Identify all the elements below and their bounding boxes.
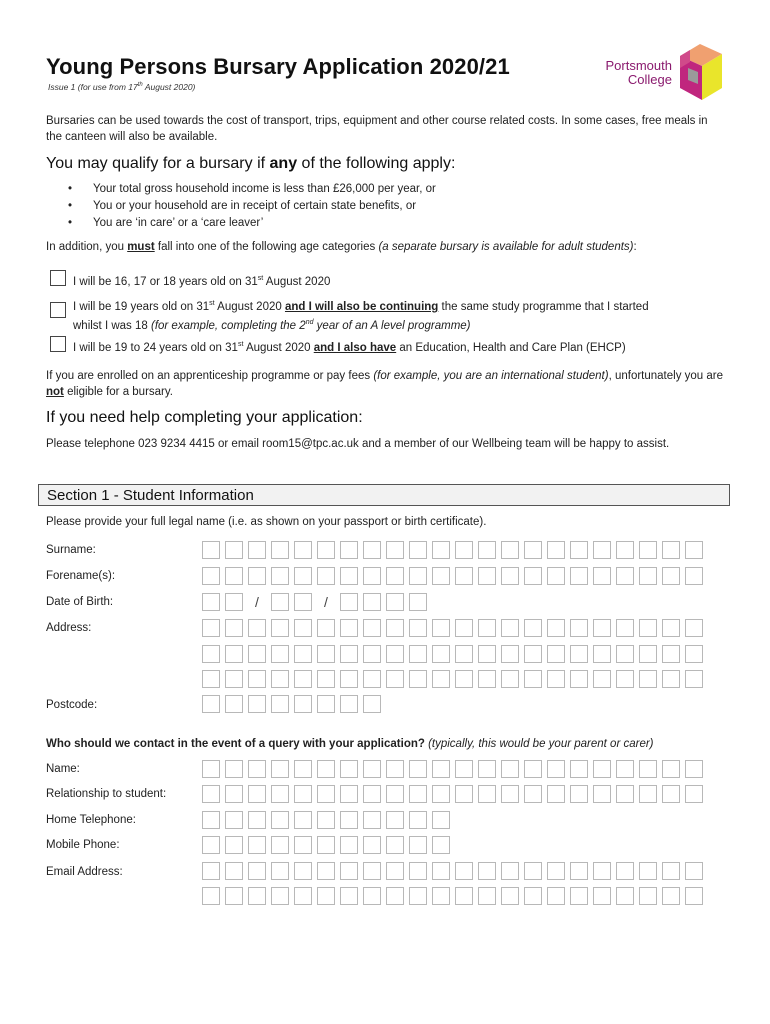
character-box[interactable]	[317, 785, 335, 803]
mobile-phone-field[interactable]	[202, 836, 450, 854]
legal-name-instruction: Please provide your full legal name (i.e. as shown on your passport or birth certificate).	[46, 516, 487, 528]
character-box[interactable]	[547, 645, 565, 663]
character-box[interactable]	[524, 645, 542, 663]
character-box[interactable]	[248, 695, 266, 713]
character-box[interactable]	[616, 887, 634, 905]
character-box[interactable]	[409, 760, 427, 778]
character-box[interactable]	[248, 541, 266, 559]
character-box[interactable]	[363, 695, 381, 713]
character-box[interactable]	[593, 567, 611, 585]
character-box[interactable]	[478, 862, 496, 880]
character-box[interactable]	[409, 836, 427, 854]
character-box[interactable]	[363, 760, 381, 778]
character-box[interactable]	[248, 811, 266, 829]
address-label: Address:	[46, 622, 92, 634]
email-line-2-field[interactable]	[202, 887, 703, 905]
contact-question: Who should we contact in the event of a query with your application? (typically, this would be your parent or carer)	[46, 738, 654, 750]
character-box[interactable]	[317, 760, 335, 778]
character-box[interactable]	[432, 887, 450, 905]
dob-separator: /	[255, 594, 259, 610]
character-box[interactable]	[455, 785, 473, 803]
character-box[interactable]	[593, 670, 611, 688]
character-box[interactable]	[432, 760, 450, 778]
character-box[interactable]	[225, 541, 243, 559]
character-box[interactable]	[294, 541, 312, 559]
character-box[interactable]	[317, 619, 335, 637]
character-box[interactable]	[570, 862, 588, 880]
character-box[interactable]	[248, 619, 266, 637]
character-box[interactable]	[685, 862, 703, 880]
character-box[interactable]	[685, 645, 703, 663]
character-box[interactable]	[294, 695, 312, 713]
character-box[interactable]	[409, 645, 427, 663]
character-box[interactable]	[455, 645, 473, 663]
character-box[interactable]	[639, 645, 657, 663]
character-box[interactable]	[386, 811, 404, 829]
character-box[interactable]	[248, 836, 266, 854]
character-box[interactable]	[294, 645, 312, 663]
character-box[interactable]	[386, 887, 404, 905]
character-box[interactable]	[455, 887, 473, 905]
character-box[interactable]	[317, 670, 335, 688]
character-box[interactable]	[639, 541, 657, 559]
character-box[interactable]	[639, 887, 657, 905]
character-box[interactable]	[363, 619, 381, 637]
character-box[interactable]	[662, 887, 680, 905]
character-box[interactable]	[317, 695, 335, 713]
character-box[interactable]	[225, 619, 243, 637]
character-box[interactable]	[501, 645, 519, 663]
character-box[interactable]	[432, 836, 450, 854]
character-box[interactable]	[271, 836, 289, 854]
surname-label: Surname:	[46, 544, 96, 556]
character-box[interactable]	[271, 862, 289, 880]
character-box[interactable]	[225, 695, 243, 713]
character-box[interactable]	[639, 760, 657, 778]
dob-separator: /	[324, 594, 328, 610]
character-box[interactable]	[455, 760, 473, 778]
character-box[interactable]	[271, 567, 289, 585]
character-box[interactable]	[271, 670, 289, 688]
list-item: • Your total gross household income is less than £26,000 per year, or	[93, 181, 436, 198]
character-box[interactable]	[616, 645, 634, 663]
character-box[interactable]	[524, 670, 542, 688]
character-box[interactable]	[501, 567, 519, 585]
character-box[interactable]	[202, 695, 220, 713]
address-line-2-field[interactable]	[202, 645, 703, 663]
qualify-heading: You may qualify for a bursary if any of the following apply:	[46, 155, 456, 172]
character-box[interactable]	[202, 760, 220, 778]
character-box[interactable]	[317, 887, 335, 905]
dob-month-cell[interactable]	[271, 593, 289, 611]
character-box[interactable]	[616, 619, 634, 637]
character-box[interactable]	[386, 836, 404, 854]
character-box[interactable]	[363, 785, 381, 803]
character-box[interactable]	[317, 541, 335, 559]
character-box[interactable]	[317, 645, 335, 663]
character-box[interactable]	[363, 645, 381, 663]
character-box[interactable]	[662, 670, 680, 688]
character-box[interactable]	[501, 887, 519, 905]
character-box[interactable]	[478, 670, 496, 688]
age-option-3-label: I will be 19 to 24 years old on 31st August 2020 and I also have an Education, Health and Care Plan (EHCP)	[73, 341, 626, 354]
forenames-field[interactable]	[202, 567, 703, 585]
character-box[interactable]	[409, 887, 427, 905]
character-box[interactable]	[616, 541, 634, 559]
character-box[interactable]	[317, 811, 335, 829]
intro-text: Bursaries can be used towards the cost of transport, trips, equipment and other course related costs. In some cases, free meals in the canteen will also be available.	[46, 115, 708, 143]
character-box[interactable]	[225, 645, 243, 663]
character-box[interactable]	[685, 670, 703, 688]
character-box[interactable]	[570, 541, 588, 559]
character-box[interactable]	[363, 811, 381, 829]
character-box[interactable]	[294, 670, 312, 688]
character-box[interactable]	[478, 567, 496, 585]
character-box[interactable]	[547, 785, 565, 803]
character-box[interactable]	[639, 619, 657, 637]
college-logo-icon	[676, 42, 726, 102]
character-box[interactable]	[547, 541, 565, 559]
character-box[interactable]	[409, 785, 427, 803]
character-box[interactable]	[570, 785, 588, 803]
character-box[interactable]	[202, 836, 220, 854]
character-box[interactable]	[570, 760, 588, 778]
character-box[interactable]	[248, 645, 266, 663]
character-box[interactable]	[409, 541, 427, 559]
dob-day-cell[interactable]	[225, 593, 243, 611]
character-box[interactable]	[570, 567, 588, 585]
character-box[interactable]	[639, 862, 657, 880]
character-box[interactable]	[340, 836, 358, 854]
character-box[interactable]	[432, 541, 450, 559]
forenames-label: Forename(s):	[46, 570, 116, 582]
character-box[interactable]	[386, 645, 404, 663]
dob-month-cell[interactable]	[294, 593, 312, 611]
list-item: • You are ‘in care’ or a ‘care leaver’	[93, 215, 263, 232]
character-box[interactable]	[248, 760, 266, 778]
home-telephone-field[interactable]	[202, 811, 450, 829]
character-box[interactable]	[363, 541, 381, 559]
character-box[interactable]	[225, 785, 243, 803]
character-box[interactable]	[271, 695, 289, 713]
character-box[interactable]	[386, 541, 404, 559]
character-box[interactable]	[524, 887, 542, 905]
character-box[interactable]	[271, 760, 289, 778]
character-box[interactable]	[662, 619, 680, 637]
character-box[interactable]	[202, 645, 220, 663]
email-line-1-field[interactable]	[202, 862, 703, 880]
character-box[interactable]	[386, 567, 404, 585]
character-box[interactable]	[202, 567, 220, 585]
character-box[interactable]	[363, 567, 381, 585]
postcode-field[interactable]	[202, 695, 381, 713]
character-box[interactable]	[593, 887, 611, 905]
character-box[interactable]	[248, 862, 266, 880]
character-box[interactable]	[225, 811, 243, 829]
address-line-3-field[interactable]	[202, 670, 703, 688]
character-box[interactable]	[363, 862, 381, 880]
character-box[interactable]	[248, 670, 266, 688]
character-box[interactable]	[340, 670, 358, 688]
character-box[interactable]	[662, 541, 680, 559]
character-box[interactable]	[662, 645, 680, 663]
character-box[interactable]	[432, 862, 450, 880]
character-box[interactable]	[409, 619, 427, 637]
character-box[interactable]	[662, 862, 680, 880]
character-box[interactable]	[225, 836, 243, 854]
character-box[interactable]	[386, 785, 404, 803]
character-box[interactable]	[202, 541, 220, 559]
character-box[interactable]	[409, 670, 427, 688]
dob-label: Date of Birth:	[46, 596, 114, 608]
character-box[interactable]	[225, 567, 243, 585]
age-option-2-checkbox[interactable]	[50, 302, 66, 318]
dob-day-cell[interactable]	[202, 593, 220, 611]
character-box[interactable]	[593, 862, 611, 880]
character-box[interactable]	[455, 862, 473, 880]
character-box[interactable]	[432, 811, 450, 829]
character-box[interactable]	[524, 619, 542, 637]
character-box[interactable]	[547, 670, 565, 688]
character-box[interactable]	[478, 645, 496, 663]
character-box[interactable]	[593, 785, 611, 803]
relationship-label: Relationship to student:	[46, 788, 167, 800]
home-telephone-label: Home Telephone:	[46, 814, 136, 826]
dob-field[interactable]	[202, 593, 427, 611]
character-box[interactable]	[547, 887, 565, 905]
character-box[interactable]	[271, 541, 289, 559]
dob-year-cell[interactable]	[363, 593, 381, 611]
character-box[interactable]	[685, 887, 703, 905]
character-box[interactable]	[432, 785, 450, 803]
character-box[interactable]	[455, 541, 473, 559]
character-box[interactable]	[524, 785, 542, 803]
dob-year-cell[interactable]	[340, 593, 358, 611]
character-box[interactable]	[409, 811, 427, 829]
college-logo-text: Portsmouth College	[605, 58, 672, 87]
character-box[interactable]	[202, 670, 220, 688]
age-option-1-label: I will be 16, 17 or 18 years old on 31st August 2020	[73, 275, 331, 288]
character-box[interactable]	[593, 760, 611, 778]
character-box[interactable]	[294, 619, 312, 637]
age-requirement: In addition, you must fall into one of the following age categories (a separate bursary is available for adult students):	[46, 241, 637, 253]
character-box[interactable]	[547, 567, 565, 585]
dob-year-cell[interactable]	[409, 593, 427, 611]
page-title: Young Persons Bursary Application 2020/21	[46, 54, 510, 79]
character-box[interactable]	[340, 645, 358, 663]
character-box[interactable]	[340, 695, 358, 713]
character-box[interactable]	[478, 619, 496, 637]
character-box[interactable]	[225, 862, 243, 880]
character-box[interactable]	[363, 887, 381, 905]
character-box[interactable]	[570, 645, 588, 663]
character-box[interactable]	[294, 836, 312, 854]
character-box[interactable]	[271, 785, 289, 803]
dob-year-cell[interactable]	[386, 593, 404, 611]
character-box[interactable]	[662, 567, 680, 585]
character-box[interactable]	[386, 619, 404, 637]
character-box[interactable]	[662, 760, 680, 778]
character-box[interactable]	[340, 619, 358, 637]
age-option-3-checkbox[interactable]	[50, 336, 66, 352]
character-box[interactable]	[639, 567, 657, 585]
help-heading: If you need help completing your application:	[46, 409, 363, 426]
character-box[interactable]	[432, 670, 450, 688]
character-box[interactable]	[685, 567, 703, 585]
character-box[interactable]	[501, 541, 519, 559]
character-box[interactable]	[340, 567, 358, 585]
character-box[interactable]	[685, 760, 703, 778]
help-text: Please telephone 023 9234 4415 or email room15@tpc.ac.uk and a member of our Wellbeing team will be happy to assist.	[46, 438, 670, 450]
character-box[interactable]	[616, 567, 634, 585]
character-box[interactable]	[340, 862, 358, 880]
address-line-1-field[interactable]	[202, 619, 703, 637]
character-box[interactable]	[685, 619, 703, 637]
character-box[interactable]	[639, 670, 657, 688]
character-box[interactable]	[317, 862, 335, 880]
character-box[interactable]	[294, 887, 312, 905]
character-box[interactable]	[317, 836, 335, 854]
character-box[interactable]	[225, 670, 243, 688]
issue-note: Issue 1 (for use from 17th August 2020)	[48, 82, 196, 92]
character-box[interactable]	[432, 619, 450, 637]
character-box[interactable]	[478, 541, 496, 559]
character-box[interactable]	[616, 760, 634, 778]
character-box[interactable]	[409, 862, 427, 880]
character-box[interactable]	[225, 760, 243, 778]
character-box[interactable]	[202, 619, 220, 637]
email-label: Email Address:	[46, 866, 123, 878]
character-box[interactable]	[570, 670, 588, 688]
character-box[interactable]	[248, 785, 266, 803]
character-box[interactable]	[340, 760, 358, 778]
contact-name-field[interactable]	[202, 760, 703, 778]
character-box[interactable]	[455, 567, 473, 585]
apprentice-note: If you are enrolled on an apprenticeship programme or pay fees (for example, you are an international student), unfortunately you are not eligible for a bursary.	[46, 370, 723, 398]
character-box[interactable]	[547, 760, 565, 778]
character-box[interactable]	[616, 785, 634, 803]
character-box[interactable]	[547, 862, 565, 880]
character-box[interactable]	[616, 862, 634, 880]
character-box[interactable]	[662, 785, 680, 803]
character-box[interactable]	[593, 645, 611, 663]
character-box[interactable]	[271, 887, 289, 905]
age-option-2-label: I will be 19 years old on 31st August 2020 and I will also be continuing the same study programme that I started whilst I was 18 (for example, completing the 2nd year of an A level programme)	[73, 300, 649, 332]
contact-name-label: Name:	[46, 763, 80, 775]
character-box[interactable]	[202, 811, 220, 829]
character-box[interactable]	[478, 887, 496, 905]
character-box[interactable]	[386, 760, 404, 778]
character-box[interactable]	[363, 836, 381, 854]
character-box[interactable]	[363, 670, 381, 688]
character-box[interactable]	[455, 670, 473, 688]
character-box[interactable]	[570, 619, 588, 637]
character-box[interactable]	[593, 619, 611, 637]
relationship-field[interactable]	[202, 785, 703, 803]
character-box[interactable]	[593, 541, 611, 559]
character-box[interactable]	[271, 645, 289, 663]
character-box[interactable]	[271, 811, 289, 829]
character-box[interactable]	[294, 811, 312, 829]
character-box[interactable]	[294, 862, 312, 880]
character-box[interactable]	[501, 862, 519, 880]
character-box[interactable]	[340, 811, 358, 829]
character-box[interactable]	[478, 785, 496, 803]
character-box[interactable]	[294, 785, 312, 803]
list-item: • You or your household are in receipt of certain state benefits, or	[93, 198, 416, 215]
character-box[interactable]	[202, 862, 220, 880]
character-box[interactable]	[478, 760, 496, 778]
character-box[interactable]	[524, 541, 542, 559]
surname-field[interactable]	[202, 541, 703, 559]
character-box[interactable]	[501, 670, 519, 688]
character-box[interactable]	[202, 887, 220, 905]
character-box[interactable]	[547, 619, 565, 637]
character-box[interactable]	[317, 567, 335, 585]
character-box[interactable]	[409, 567, 427, 585]
character-box[interactable]	[432, 567, 450, 585]
character-box[interactable]	[294, 567, 312, 585]
section-1-header: Section 1 - Student Information	[38, 484, 730, 506]
character-box[interactable]	[501, 785, 519, 803]
character-box[interactable]	[248, 567, 266, 585]
character-box[interactable]	[639, 785, 657, 803]
character-box[interactable]	[340, 541, 358, 559]
character-box[interactable]	[386, 862, 404, 880]
character-box[interactable]	[202, 785, 220, 803]
character-box[interactable]	[685, 541, 703, 559]
character-box[interactable]	[501, 760, 519, 778]
character-box[interactable]	[340, 785, 358, 803]
character-box[interactable]	[271, 619, 289, 637]
age-option-1-checkbox[interactable]	[50, 270, 66, 286]
mobile-phone-label: Mobile Phone:	[46, 839, 120, 851]
character-box[interactable]	[501, 619, 519, 637]
character-box[interactable]	[685, 785, 703, 803]
character-box[interactable]	[455, 619, 473, 637]
character-box[interactable]	[386, 670, 404, 688]
character-box[interactable]	[524, 862, 542, 880]
character-box[interactable]	[432, 645, 450, 663]
character-box[interactable]	[524, 567, 542, 585]
character-box[interactable]	[616, 670, 634, 688]
character-box[interactable]	[225, 887, 243, 905]
character-box[interactable]	[524, 760, 542, 778]
character-box[interactable]	[294, 760, 312, 778]
character-box[interactable]	[570, 887, 588, 905]
character-box[interactable]	[340, 887, 358, 905]
postcode-label: Postcode:	[46, 699, 98, 711]
character-box[interactable]	[248, 887, 266, 905]
